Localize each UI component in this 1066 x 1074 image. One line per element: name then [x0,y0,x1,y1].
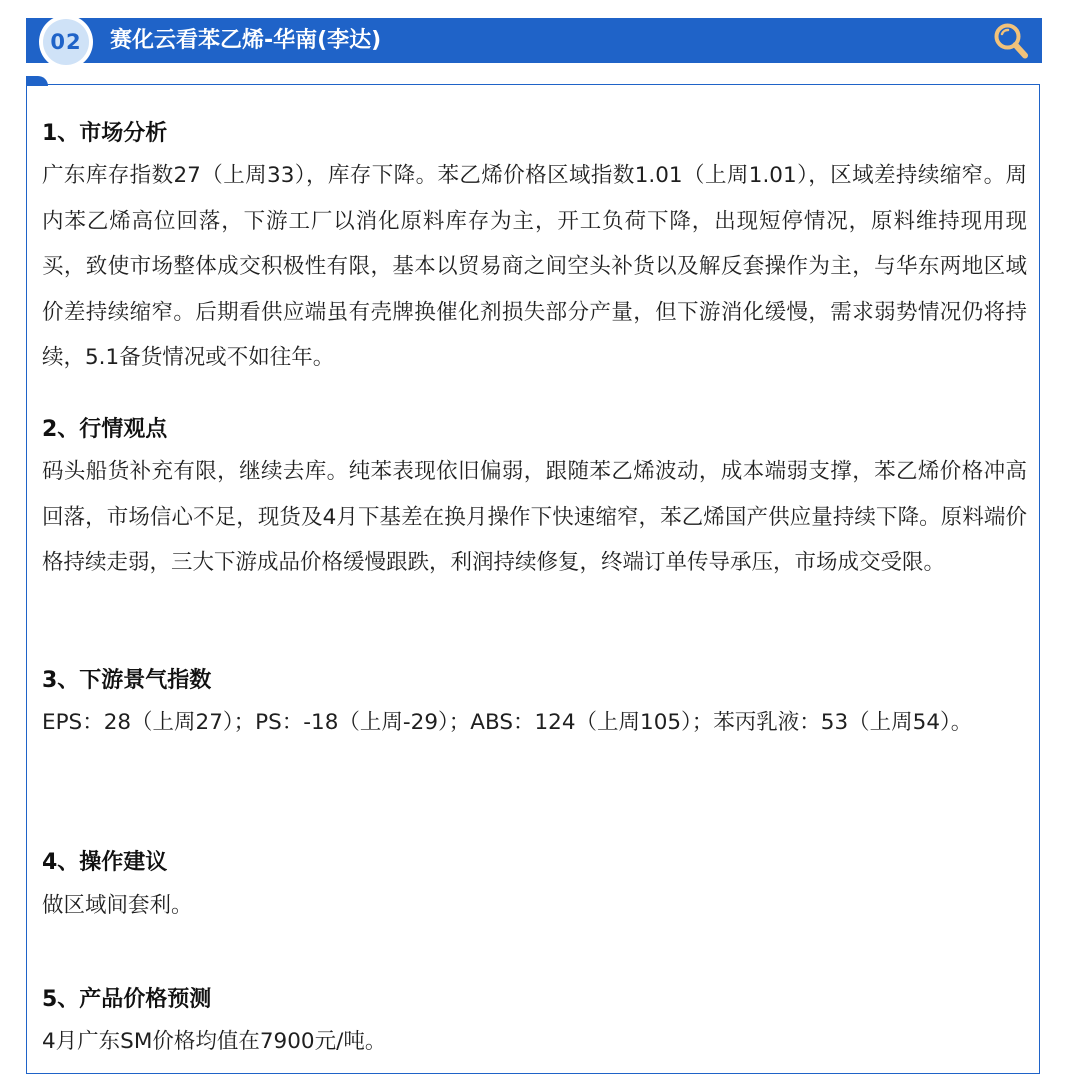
search-icon[interactable] [993,22,1029,60]
section-body-downstream-index: EPS：28（上周27）；PS：-18（上周-29）；ABS：124（上周105）；苯丙乳液：53（上周54）。 [42,710,973,735]
section-body-market-analysis: 广东库存指数27（上周33），库存下降。苯乙烯价格区域指数1.01（上周1.01），区域差持续缩窄。周内苯乙烯高位回落，下游工厂以消化原料库存为主，开工负荷下降，出现短停情况，原料维持现用现买，致使市场整体成交积极性有限，基本以贸易商之间空头补货以及解反套操作为主，与华东两地区域价差持续缩窄。后期看供应端虽有壳牌换催化剂损失部分产量，但下游消化缓慢，需求弱势情况仍将持续，5.1备货情况或不如往年。 [42,163,1027,370]
section-heading-market-analysis: 1、市场分析 [42,121,168,146]
section-body-price-forecast: 4月广东SM价格均值在7900元/吨。 [42,1029,387,1054]
section-number-badge [39,15,93,69]
section-heading-market-view: 2、行情观点 [42,417,168,442]
section-number: 02 [43,19,89,65]
page-title: 赛化云看苯乙烯-华南(李达) [110,28,382,53]
section-body-market-view: 码头船货补充有限，继续去库。纯苯表现依旧偏弱，跟随苯乙烯波动，成本端弱支撑，苯乙烯价格冲高回落，市场信心不足，现货及4月下基差在换月操作下快速缩窄，苯乙烯国产供应量持续下降。原料端价格持续走弱，三大下游成品价格缓慢跟跌，利润持续修复，终端订单传导承压，市场成交受限。 [42,459,1027,575]
section-heading-operation-advice: 4、操作建议 [42,850,168,875]
section-body-operation-advice: 做区域间套利。 [42,893,193,918]
section-heading-price-forecast: 5、产品价格预测 [42,987,212,1012]
section-heading-downstream-index: 3、下游景气指数 [42,668,212,693]
